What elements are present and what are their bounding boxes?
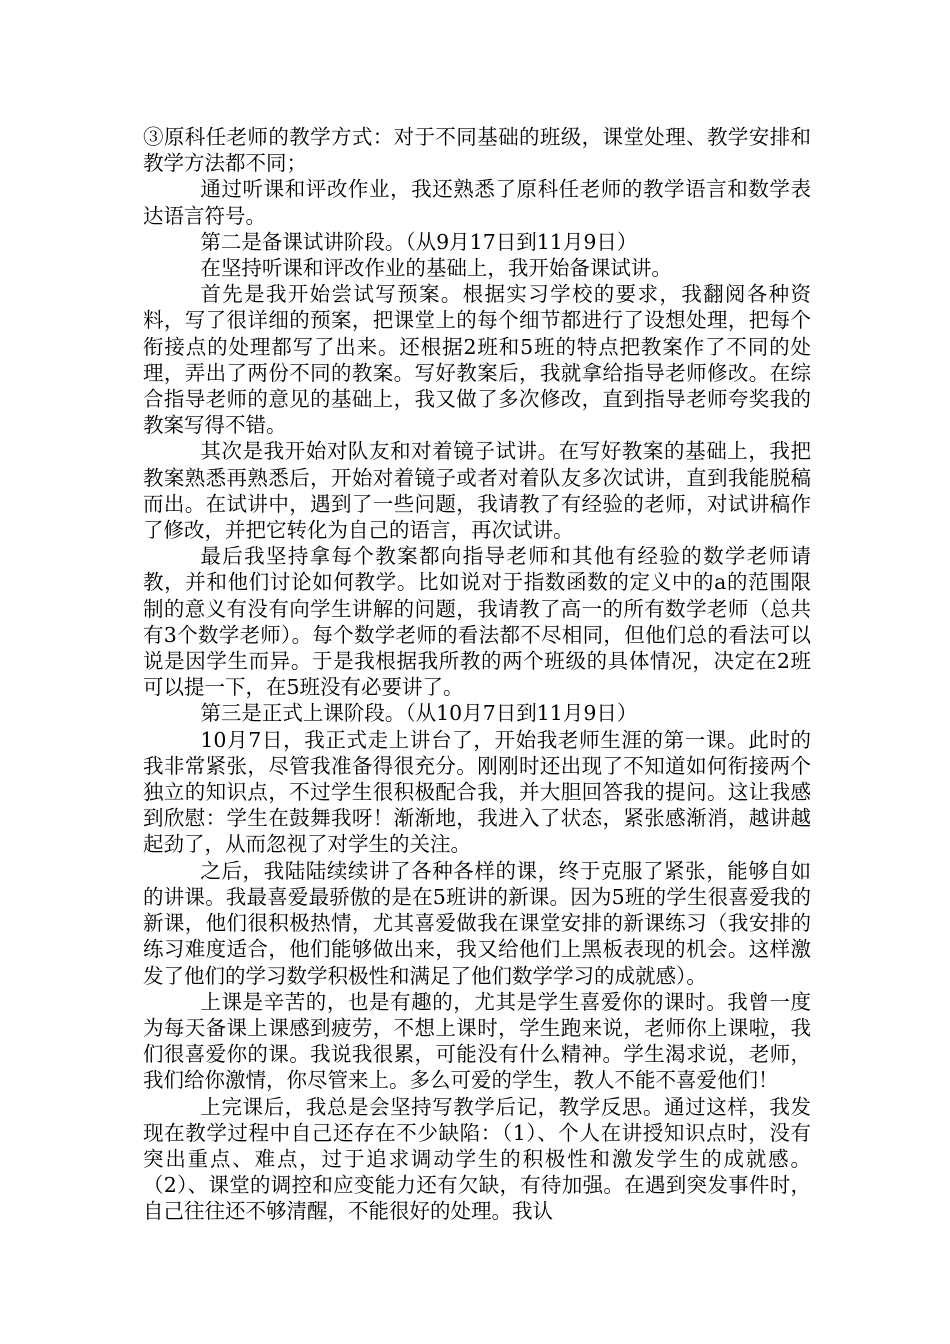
paragraph-10: 之后，我陆陆续续讲了各种各样的课，终于克服了紧张，能够自如的讲课。我最喜爱最骄傲的是在5班讲的新课。因为5班的学生很喜爱我的新课，他们很积极热情，尤其喜爱做我在课堂安排的新课练习（我安排的练习难度适合，他们能够做出来，我又给他们上黑板表现的机会。这样激发了他们的学习数学积极性和满足了他们数学学习的成就感）。 xyxy=(143,858,811,988)
section-heading-lesson-prep: 第二是备课试讲阶段。（从9月17日到11月9日） xyxy=(200,229,638,254)
paragraph-6: 其次是我开始对队友和对着镜子试讲。在写好教案的基础上，我把教案熟悉再熟悉后，开始对着镜子或者对着队友多次试讲，直到我能脱稿而出。在试讲中，遇到了一些问题，我请教了有经验的老师，对试讲稿作了修改，并把它转化为自己的语言，再次试讲。 xyxy=(143,439,811,543)
paragraph-5: 首先是我开始尝试写预案。根据实习学校的要求，我翻阅各种资料，写了很详细的预案，把课堂上的每个细节都进行了设想处理，把每个衔接点的处理都写了出来。还根据2班和5班的特点把教案作了不同的处理，弄出了两份不同的教案。写好教案后，我就拿给指导老师修改。在综合指导老师的意见的基础上，我又做了多次修改，直到指导老师夸奖我的教案写得不错。 xyxy=(143,282,811,438)
paragraph-12: 上完课后，我总是会坚持写教学后记，教学反思。通过这样，我发现在教学过程中自己还存在不少缺陷：（1）、个人在讲授知识点时，没有突出重点、难点，过于追求调动学生的积极性和激发学生的成就感。（2）、课堂的调控和应变能力还有欠缺，有待加强。在遇到突发事件时，自己往往还不够清醒，不能很好的处理。我认 xyxy=(143,1094,811,1224)
paragraph-7: 最后我坚持拿每个教案都向指导老师和其他有经验的数学老师请教，并和他们讨论如何教学。比如说对于指数函数的定义中的a的范围限制的意义有没有向学生讲解的问题，我请教了高一的所有数学老师（总共有3个数学老师）。每个数学老师的看法都不尽相同，但他们总的看法可以说是因学生而异。于是我根据我所教的两个班级的具体情况，决定在2班可以提一下，在5班没有必要讲了。 xyxy=(143,544,811,700)
paragraph-2: 通过听课和评改作业，我还熟悉了原科任老师的教学语言和数学表达语言符号。 xyxy=(143,177,811,228)
paragraph-1: ③原科任老师的教学方式：对于不同基础的班级，课堂处理、教学安排和教学方法都不同； xyxy=(143,125,811,176)
paragraph-9: 10月7日，我正式走上讲台了，开始我老师生涯的第一课。此时的我非常紧张，尽管我准备得很充分。刚刚时还出现了不知道如何衔接两个独立的知识点，不过学生很积极配合我，并大胆回答我的提问。这让我感到欣慰：学生在鼓舞我呀！渐渐地，我进入了状态，紧张感渐消，越讲越起劲了，从而忽视了对学生的关注。 xyxy=(143,727,811,857)
paragraph-4: 在坚持听课和评改作业的基础上，我开始备课试讲。 xyxy=(200,256,672,281)
document-body xyxy=(143,124,811,1225)
section-heading-formal-teaching: 第三是正式上课阶段。（从10月7日到11月9日） xyxy=(200,701,638,726)
paragraph-11: 上课是辛苦的，也是有趣的，尤其是学生喜爱你的课时。我曾一度为每天备课上课感到疲劳，不想上课时，学生跑来说，老师你上课啦，我们很喜爱你的课。我说我很累，可能没有什么精神。学生渴求说，老师，我们给你激情，你尽管来上。多么可爱的学生，教人不能不喜爱他们！ xyxy=(143,989,811,1093)
